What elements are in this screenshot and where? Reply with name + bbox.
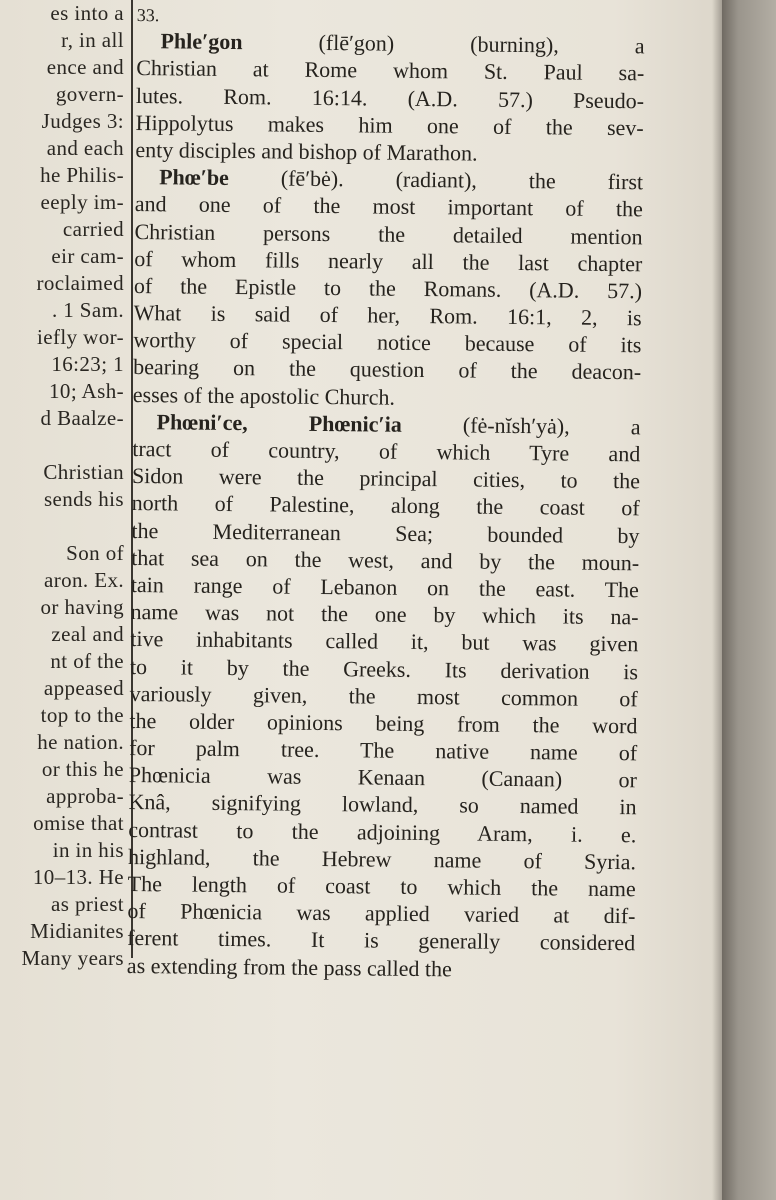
entry-line: worthy of special notice because of its [133, 327, 642, 358]
left-column-line: Many years [21, 946, 124, 970]
left-column-line: he nation. [37, 730, 124, 754]
book-binding-shadow [722, 0, 776, 1200]
entry-line: tract of country, of which Tyre and [132, 435, 641, 467]
left-column-line: ence and [46, 55, 124, 79]
entry-line: of whom fills nearly all the last chapter [134, 245, 643, 276]
entry-line: Knâ, signifying lowland, so named in [128, 789, 637, 820]
left-column-line: eeply im- [40, 190, 124, 214]
entry-line: the Mediterranean Sea; bounded by [131, 517, 640, 548]
entry-line: Sidon were the principal cities, to the [131, 463, 641, 494]
entry-line: of the Epistle to the Romans. (A.D. 57.) [133, 272, 643, 304]
entry-line: to it by the Greeks. Its derivation is [129, 653, 639, 684]
left-column-line: nt of the [50, 649, 124, 673]
left-column-line: and each [46, 136, 124, 160]
left-column-line: approba- [46, 784, 124, 808]
entry-line: highland, the Hebrew name of Syria. [127, 843, 637, 875]
entry-line: contrast to the adjoining Aram, i. e. [128, 816, 637, 847]
entry-line: ferent times. It is generally considered [127, 925, 636, 956]
left-column-text [0, 0, 124, 970]
left-column-line: in in his [52, 838, 124, 862]
entry-line: of Phœnicia was applied varied at dif- [127, 898, 636, 929]
entry-line: enty disciples and bishop of Marathon. [135, 136, 478, 166]
left-column-line: appeased [43, 676, 124, 700]
entry-line: the older opinions being from the word [129, 707, 638, 739]
left-column-line: 16:23; 1 [51, 352, 124, 376]
left-column-line: Midianites [30, 919, 124, 943]
entry-phlegon [135, 27, 644, 168]
left-column-line: govern- [55, 82, 124, 106]
entry-line: variously given, the most common of [129, 680, 638, 711]
entry-line: tain range of Lebanon on the east. The [130, 571, 639, 603]
left-column-line: zeal and [51, 622, 124, 646]
entry-line: Phœnicia was Kenaan (Canaan) or [128, 762, 637, 793]
left-column-line: as priest [51, 892, 124, 916]
left-column-line: or this he [41, 757, 124, 781]
left-column-line: roclaimed [36, 271, 124, 295]
entry-line: The length of coast to which the name [127, 870, 636, 902]
left-column-line: carried [62, 217, 124, 241]
left-column-line: aron. Ex. [44, 568, 124, 592]
left-column-line: es into a [50, 1, 124, 25]
entry-line: north of Palestine, along the coast of [131, 490, 640, 521]
entry-line: that sea on the west, and by the moun- [131, 544, 640, 576]
entry-line: Hippolytus makes him one of the sev- [135, 109, 644, 141]
page-edge-shadow [712, 0, 722, 1200]
entry-line: bearing on the question of the deacon- [133, 354, 642, 385]
entry-line: name was not the one by which its na- [130, 599, 639, 630]
entry-phoebe [133, 163, 644, 413]
left-column-line: or having [40, 595, 124, 619]
entry-line: and one of the most important of the [134, 191, 643, 222]
entry-line: Christian persons the detailed mention [134, 218, 643, 249]
right-column-text [127, 0, 645, 984]
left-column-line: he Philis- [40, 163, 124, 187]
entry-line: (flē′gon) (burning), a [318, 30, 645, 59]
left-column-line: omise that [33, 811, 124, 835]
entry-line: (fė-nĭsh′yȧ), a [462, 412, 641, 440]
entry-line: as extending from the pass called the [126, 952, 453, 981]
left-column-line: Son of [66, 541, 124, 565]
left-column-line: 10; Ash- [49, 379, 124, 403]
left-column-line: 10–13. He [32, 865, 124, 889]
entry-line: for palm tree. The native name of [129, 735, 638, 766]
entry-line: lutes. Rom. 16:14. (A.D. 57.) Pseudo- [135, 82, 645, 113]
left-column-line: r, in all [61, 28, 124, 52]
left-column-line: top to the [40, 703, 124, 727]
entry-phoenice [127, 408, 641, 984]
headword-phlegon: Phle′gon [160, 28, 243, 55]
headword-phoebe: Phœ′be [159, 164, 230, 191]
entry-line: Christian at Rome whom St. Paul sa- [136, 55, 645, 86]
left-column-line: sends his [43, 487, 124, 511]
left-column-line [0, 432, 124, 459]
left-column-line: . 1 Sam. [51, 298, 124, 322]
left-column-line [0, 513, 124, 540]
left-column-line: eir cam- [51, 244, 124, 268]
entry-line: What is said of her, Rom. 16:1, 2, is [133, 300, 642, 331]
entry-line: (fē′bė). (radiant), the first [280, 165, 644, 195]
entry-line: tive inhabitants called it, but was given [130, 626, 639, 657]
left-column-line: Judges 3: [41, 109, 124, 133]
entry-line: esses of the apostolic Church. [132, 381, 396, 410]
left-column-line: Christian [43, 460, 124, 484]
headword-phoenice: Phœni′ce, Phœnic′ia [156, 409, 402, 437]
left-column-line: d Baalze- [40, 406, 124, 430]
left-column-line: iefly wor- [37, 325, 124, 349]
page-ref-text: 33. [136, 4, 160, 26]
